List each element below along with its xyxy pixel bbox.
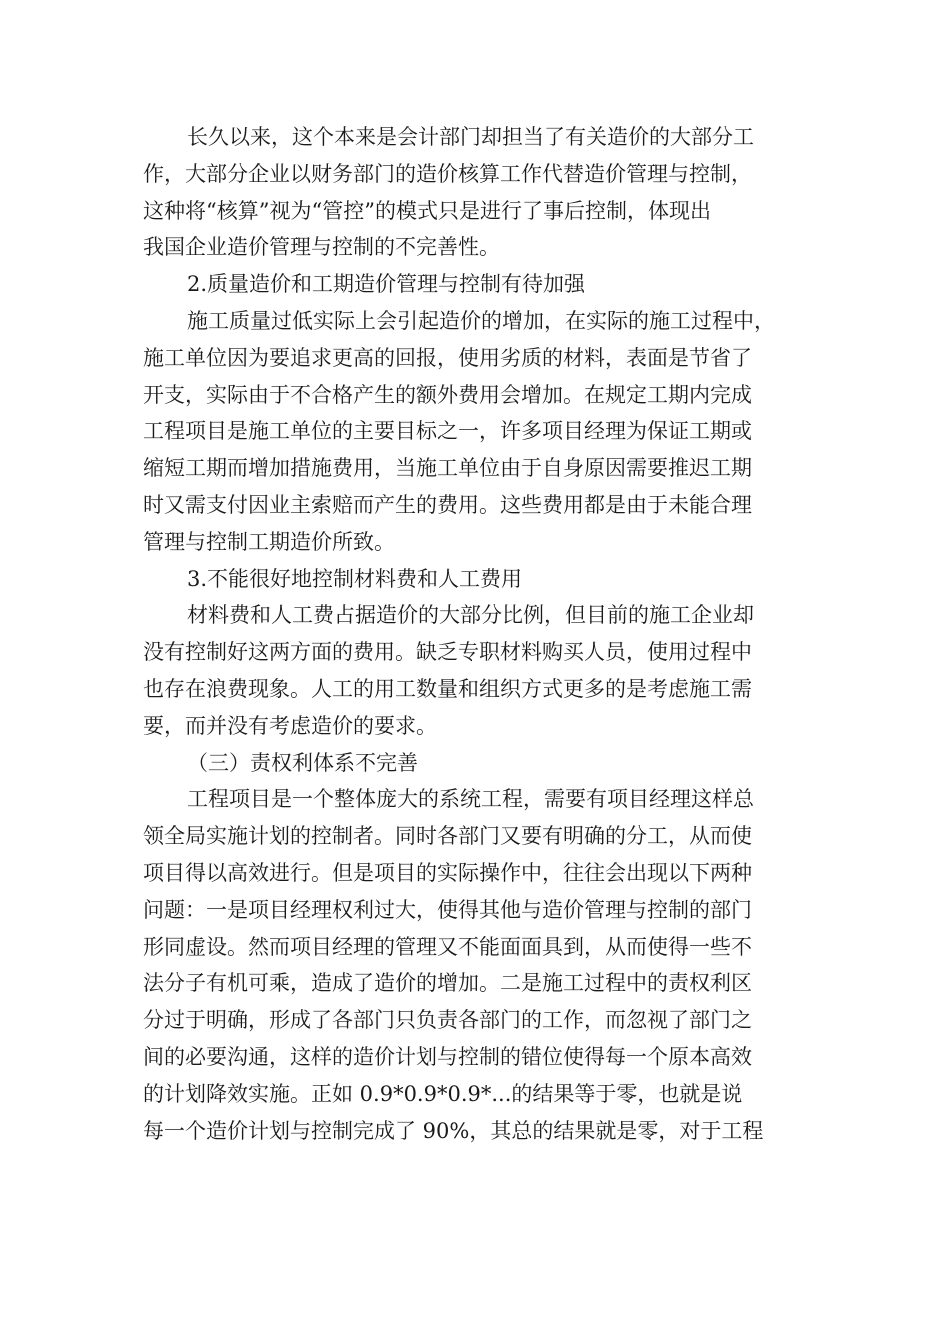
- paragraph-line: 施工单位因为要追求更高的回报，使用劣质的材料，表面是节省了: [143, 345, 752, 370]
- paragraph-line: 这种将“核算”视为“管控”的模式只是进行了事后控制，体现出: [143, 198, 711, 223]
- paragraph-line: 每一个造价计划与控制完成了 90%，其总的结果就是零，对于工程: [143, 1118, 764, 1143]
- paragraph-line: 分过于明确，形成了各部门只负责各部门的工作，而忽视了部门之: [143, 1008, 752, 1033]
- body-text: [143, 119, 803, 1149]
- paragraph-line: 作，大部分企业以财务部门的造价核算工作代替造价管理与控制，: [143, 161, 752, 186]
- paragraph-line: 间的必要沟通，这样的造价计划与控制的错位使得每一个原本高效: [143, 1044, 752, 1069]
- paragraph-line: 要，而并没有考虑造价的要求。: [143, 713, 437, 738]
- subheading-material-labor-cost: 3.不能很好地控制材料费和人工费用: [187, 566, 523, 591]
- paragraph-line: 问题：一是项目经理权利过大，使得其他与造价管理与控制的部门: [143, 897, 752, 922]
- paragraph-line: 法分子有机可乘，造成了造价的增加。二是施工过程中的责权利区: [143, 971, 752, 996]
- paragraph-line: 我国企业造价管理与控制的不完善性。: [143, 235, 500, 260]
- paragraph-line: 领全局实施计划的控制者。同时各部门又要有明确的分工，从而使: [143, 824, 752, 849]
- paragraph-line: 的计划降效实施。正如 0.9*0.9*0.9*...的结果等于零，也就是说: [143, 1081, 743, 1106]
- paragraph-line: 也存在浪费现象。人工的用工数量和组织方式更多的是考虑施工需: [143, 676, 752, 701]
- paragraph-line: 项目得以高效进行。但是项目的实际操作中，往往会出现以下两种: [143, 860, 752, 885]
- paragraph-line: 时又需支付因业主索赔而产生的费用。这些费用都是由于未能合理: [143, 492, 752, 517]
- paragraph-line: 施工质量过低实际上会引起造价的增加，在实际的施工过程中，: [187, 308, 775, 333]
- paragraph-line: 形同虚设。然而项目经理的管理又不能面面具到，从而使得一些不: [143, 934, 752, 959]
- paragraph-line: 材料费和人工费占据造价的大部分比例，但目前的施工企业却: [187, 603, 754, 628]
- paragraph-line: 开支，实际由于不合格产生的额外费用会增加。在规定工期内完成: [143, 382, 752, 407]
- paragraph-line: 没有控制好这两方面的费用。缺乏专职材料购买人员，使用过程中: [143, 640, 752, 665]
- paragraph-line: 工程项目是施工单位的主要目标之一，许多项目经理为保证工期或: [143, 419, 752, 444]
- section-heading-responsibility-system: （三）责权利体系不完善: [187, 750, 418, 775]
- paragraph-line: 工程项目是一个整体庞大的系统工程，需要有项目经理这样总: [187, 787, 754, 812]
- paragraph-line: 缩短工期而增加措施费用，当施工单位由于自身原因需要推迟工期: [143, 456, 752, 481]
- subheading-quality-schedule-cost: 2.质量造价和工期造价管理与控制有待加强: [187, 272, 586, 297]
- paragraph-line: 长久以来，这个本来是会计部门却担当了有关造价的大部分工: [187, 125, 754, 149]
- paragraph-line: 管理与控制工期造价所致。: [143, 529, 395, 554]
